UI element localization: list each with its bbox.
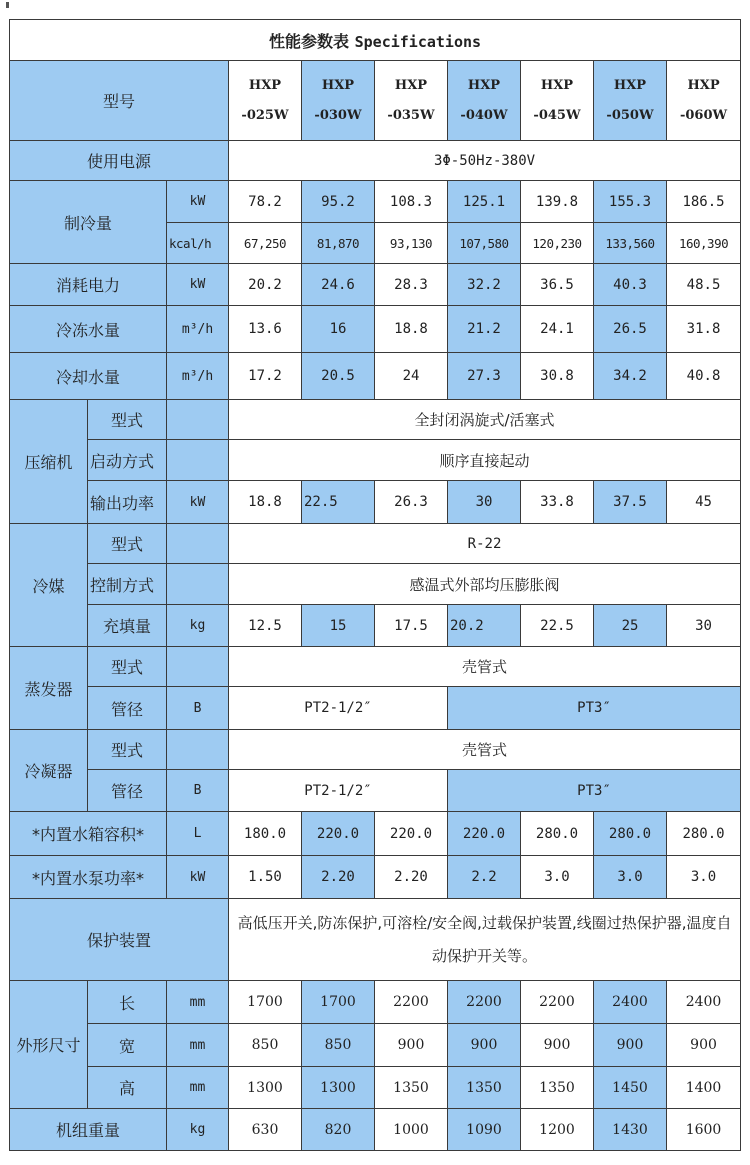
height-value: 1450 — [594, 1067, 667, 1109]
weight-value: 1600 — [667, 1109, 741, 1151]
power-consumption-value: 24.6 — [302, 264, 375, 306]
refrigerant-charge-value: 22.5 — [521, 605, 594, 647]
height-value: 1350 — [521, 1067, 594, 1109]
evaporator-type-label: 型式 — [88, 647, 167, 687]
height-value: 1400 — [667, 1067, 741, 1109]
table-title — [10, 20, 741, 61]
evaporator-type-value: 壳管式 — [229, 647, 741, 687]
length-value: 2200 — [375, 981, 448, 1024]
weight-value: 1000 — [375, 1109, 448, 1151]
model-cell: HXP -050W — [594, 61, 667, 141]
condenser-pipe-row — [10, 770, 741, 812]
compressor-output-value: 45 — [667, 481, 741, 524]
unit-b: B — [167, 687, 229, 730]
weight-row — [10, 1109, 741, 1151]
compressor-type-label: 型式 — [88, 400, 167, 440]
evaporator-pipe-large: PT3″ — [448, 687, 741, 730]
width-value: 900 — [521, 1024, 594, 1067]
cooling-water-value: 17.2 — [229, 353, 302, 400]
power-consumption-value: 32.2 — [448, 264, 521, 306]
model-cell: HXP -025W — [229, 61, 302, 141]
water-tank-value: 220.0 — [375, 812, 448, 856]
condenser-pipe-label: 管径 — [88, 770, 167, 812]
power-supply-row — [10, 141, 741, 181]
compressor-output-row — [10, 481, 741, 524]
refrigerant-type-value: R-22 — [229, 524, 741, 564]
condenser-pipe-small: PT2-1/2″ — [229, 770, 448, 812]
length-label: 长 — [88, 981, 167, 1024]
unit-b: B — [167, 770, 229, 812]
unit-kw: kW — [167, 264, 229, 306]
compressor-output-label: 输出功率 — [88, 481, 167, 524]
cooling-water-value: 34.2 — [594, 353, 667, 400]
cooling-water-value: 20.5 — [302, 353, 375, 400]
unit-m3h: m³/h — [167, 306, 229, 353]
cooling-water-row — [10, 353, 741, 400]
specifications-table — [9, 19, 741, 1151]
compressor-output-value: 22.5 — [302, 481, 375, 524]
pump-power-value: 3.0 — [521, 856, 594, 899]
evaporator-pipe-row — [10, 687, 741, 730]
condenser-label: 冷凝器 — [10, 730, 88, 812]
refrigerant-control-label: 控制方式 — [88, 564, 167, 605]
width-value: 850 — [302, 1024, 375, 1067]
refrigerant-type-label: 型式 — [88, 524, 167, 564]
model-row — [10, 61, 741, 141]
chilled-water-value: 16 — [302, 306, 375, 353]
length-value: 2200 — [521, 981, 594, 1024]
width-value: 900 — [448, 1024, 521, 1067]
compressor-start-label: 启动方式 — [88, 440, 167, 481]
unit-m3h: m³/h — [167, 353, 229, 400]
weight-value: 1430 — [594, 1109, 667, 1151]
pump-power-value: 1.50 — [229, 856, 302, 899]
refrigerant-charge-row — [10, 605, 741, 647]
height-label: 高 — [88, 1067, 167, 1109]
power-supply-value: 3Φ-50Hz-380V — [229, 141, 741, 181]
model-label: 型号 — [10, 61, 229, 141]
power-supply-label: 使用电源 — [10, 141, 229, 181]
refrigerant-charge-label: 充填量 — [88, 605, 167, 647]
power-consumption-value: 48.5 — [667, 264, 741, 306]
compressor-output-value: 33.8 — [521, 481, 594, 524]
water-tank-value: 220.0 — [448, 812, 521, 856]
height-value: 1300 — [229, 1067, 302, 1109]
unit-kw: kW — [167, 856, 229, 899]
refrigerant-charge-value: 25 — [594, 605, 667, 647]
unit-kcal: kcal/h — [167, 223, 229, 264]
compressor-label: 压缩机 — [10, 400, 88, 524]
length-value: 1700 — [302, 981, 375, 1024]
water-tank-value: 180.0 — [229, 812, 302, 856]
length-value: 2400 — [594, 981, 667, 1024]
height-value: 1350 — [448, 1067, 521, 1109]
unit-kw: kW — [167, 481, 229, 524]
water-tank-row — [10, 812, 741, 856]
width-value: 900 — [667, 1024, 741, 1067]
chilled-water-value: 24.1 — [521, 306, 594, 353]
cooling-kcal-value: 67,250 — [229, 223, 302, 264]
weight-value: 630 — [229, 1109, 302, 1151]
length-row — [10, 981, 741, 1024]
corner-mark — [6, 2, 9, 8]
model-cell: HXP -030W — [302, 61, 375, 141]
power-consumption-label: 消耗电力 — [10, 264, 167, 306]
unit-empty — [167, 730, 229, 770]
refrigerant-label: 冷媒 — [10, 524, 88, 647]
protection-label: 保护装置 — [10, 899, 229, 981]
cooling-kw-value: 155.3 — [594, 181, 667, 223]
compressor-start-value: 顺序直接起动 — [229, 440, 741, 481]
cooling-kcal-value: 93,130 — [375, 223, 448, 264]
chilled-water-value: 21.2 — [448, 306, 521, 353]
model-cell: HXP -045W — [521, 61, 594, 141]
compressor-output-value: 26.3 — [375, 481, 448, 524]
cooling-water-label: 冷却水量 — [10, 353, 167, 400]
unit-empty — [167, 564, 229, 605]
model-cell: HXP -060W — [667, 61, 741, 141]
power-consumption-value: 36.5 — [521, 264, 594, 306]
unit-empty — [167, 440, 229, 481]
water-tank-value: 280.0 — [594, 812, 667, 856]
unit-l: L — [167, 812, 229, 856]
height-row — [10, 1067, 741, 1109]
cooling-kw-value: 125.1 — [448, 181, 521, 223]
cooling-water-value: 40.8 — [667, 353, 741, 400]
cooling-kcal-value: 160,390 — [667, 223, 741, 264]
width-value: 900 — [594, 1024, 667, 1067]
protection-value: 高低压开关,防冻保护,可溶栓/安全阀,过载保护装置,线圈过热保护器,温度自动保护开关等。 — [229, 899, 741, 981]
refrigerant-control-row — [10, 564, 741, 605]
chilled-water-row — [10, 306, 741, 353]
compressor-output-value: 37.5 — [594, 481, 667, 524]
unit-kg: kg — [167, 605, 229, 647]
model-cell: HXP -040W — [448, 61, 521, 141]
cooling-water-value: 30.8 — [521, 353, 594, 400]
title-row — [10, 20, 741, 61]
refrigerant-charge-value: 12.5 — [229, 605, 302, 647]
water-tank-value: 220.0 — [302, 812, 375, 856]
pump-power-value: 3.0 — [594, 856, 667, 899]
cooling-capacity-label: 制冷量 — [10, 181, 167, 264]
refrigerant-charge-value: 30 — [667, 605, 741, 647]
chilled-water-value: 31.8 — [667, 306, 741, 353]
pump-power-value: 3.0 — [667, 856, 741, 899]
model-cell: HXP -035W — [375, 61, 448, 141]
cooling-kw-value: 139.8 — [521, 181, 594, 223]
weight-value: 820 — [302, 1109, 375, 1151]
water-tank-value: 280.0 — [667, 812, 741, 856]
compressor-start-row — [10, 440, 741, 481]
title-zh: 性能参数表 — [269, 31, 350, 51]
unit-empty — [167, 647, 229, 687]
dimensions-label: 外形尺寸 — [10, 981, 88, 1109]
protection-row — [10, 899, 741, 981]
cooling-kcal-value: 133,560 — [594, 223, 667, 264]
length-value: 2400 — [667, 981, 741, 1024]
evaporator-type-row — [10, 647, 741, 687]
width-label: 宽 — [88, 1024, 167, 1067]
evaporator-pipe-label: 管径 — [88, 687, 167, 730]
cooling-kw-value: 78.2 — [229, 181, 302, 223]
cooling-kcal-value: 107,580 — [448, 223, 521, 264]
refrigerant-charge-value: 20.2 — [448, 605, 521, 647]
cooling-water-value: 27.3 — [448, 353, 521, 400]
unit-mm: mm — [167, 1024, 229, 1067]
weight-label: 机组重量 — [10, 1109, 167, 1151]
chilled-water-value: 13.6 — [229, 306, 302, 353]
unit-mm: mm — [167, 1067, 229, 1109]
cooling-kw-row — [10, 181, 741, 223]
unit-kw: kW — [167, 181, 229, 223]
evaporator-pipe-small: PT2-1/2″ — [229, 687, 448, 730]
refrigerant-charge-value: 15 — [302, 605, 375, 647]
unit-kg: kg — [167, 1109, 229, 1151]
length-value: 2200 — [448, 981, 521, 1024]
compressor-output-value: 18.8 — [229, 481, 302, 524]
condenser-type-row — [10, 730, 741, 770]
refrigerant-type-row — [10, 524, 741, 564]
pump-power-row — [10, 856, 741, 899]
width-row — [10, 1024, 741, 1067]
water-tank-value: 280.0 — [521, 812, 594, 856]
width-value: 850 — [229, 1024, 302, 1067]
pump-power-value: 2.20 — [375, 856, 448, 899]
unit-mm: mm — [167, 981, 229, 1024]
compressor-type-row — [10, 400, 741, 440]
refrigerant-charge-value: 17.5 — [375, 605, 448, 647]
compressor-output-value: 30 — [448, 481, 521, 524]
length-value: 1700 — [229, 981, 302, 1024]
power-consumption-value: 20.2 — [229, 264, 302, 306]
height-value: 1300 — [302, 1067, 375, 1109]
unit-empty — [167, 524, 229, 564]
pump-power-value: 2.2 — [448, 856, 521, 899]
power-consumption-row — [10, 264, 741, 306]
cooling-kw-value: 108.3 — [375, 181, 448, 223]
condenser-type-value: 壳管式 — [229, 730, 741, 770]
cooling-kcal-value: 81,870 — [302, 223, 375, 264]
compressor-type-value: 全封闭涡旋式/活塞式 — [229, 400, 741, 440]
chilled-water-value: 18.8 — [375, 306, 448, 353]
refrigerant-control-value: 感温式外部均压膨胀阀 — [229, 564, 741, 605]
weight-value: 1090 — [448, 1109, 521, 1151]
cooling-kw-value: 186.5 — [667, 181, 741, 223]
power-consumption-value: 40.3 — [594, 264, 667, 306]
condenser-pipe-large: PT3″ — [448, 770, 741, 812]
title-en: Specifications — [354, 32, 482, 51]
evaporator-label: 蒸发器 — [10, 647, 88, 730]
height-value: 1350 — [375, 1067, 448, 1109]
pump-power-label: *内置水泵功率* — [10, 856, 167, 899]
width-value: 900 — [375, 1024, 448, 1067]
cooling-water-value: 24 — [375, 353, 448, 400]
unit-empty — [167, 400, 229, 440]
chilled-water-value: 26.5 — [594, 306, 667, 353]
condenser-type-label: 型式 — [88, 730, 167, 770]
power-consumption-value: 28.3 — [375, 264, 448, 306]
weight-value: 1200 — [521, 1109, 594, 1151]
water-tank-label: *内置水箱容积* — [10, 812, 167, 856]
cooling-kcal-value: 120,230 — [521, 223, 594, 264]
chilled-water-label: 冷冻水量 — [10, 306, 167, 353]
cooling-kw-value: 95.2 — [302, 181, 375, 223]
pump-power-value: 2.20 — [302, 856, 375, 899]
